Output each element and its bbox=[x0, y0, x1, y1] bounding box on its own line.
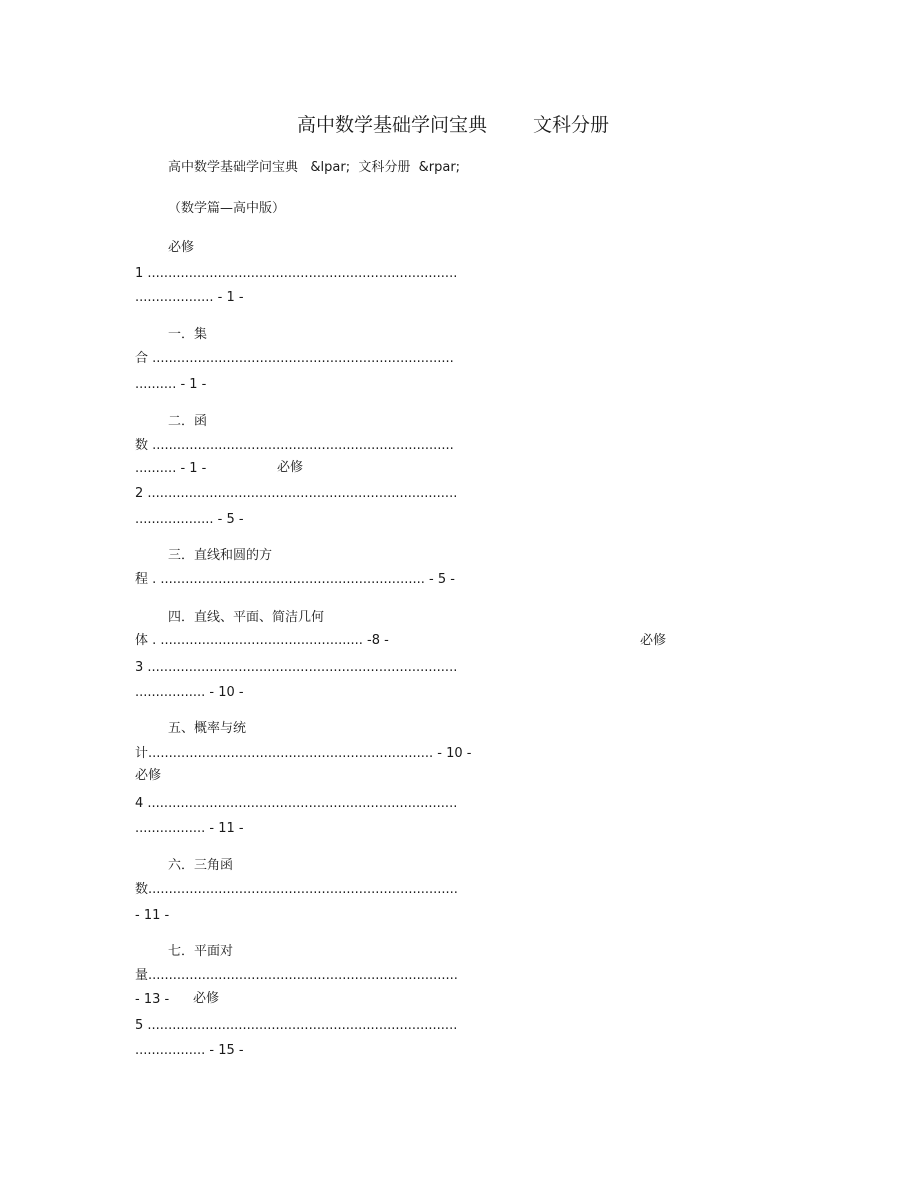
toc-entry-line: 1 ........................................................................... bbox=[135, 266, 458, 281]
toc-page-ref: ................. - 10 - bbox=[135, 685, 244, 700]
toc-section-heading: 二．函 bbox=[168, 414, 208, 429]
document-title-suffix: 文科分册 bbox=[533, 114, 610, 136]
toc-entry-line: 计..................................................................... - 10 - bbox=[135, 746, 472, 761]
document-subtitle: 高中数学基础学问宝典 &lpar; 文科分册 &rpar; bbox=[168, 160, 461, 175]
toc-entry-line: 量........................................................................... bbox=[135, 968, 458, 983]
toc-volume-heading: 必修 bbox=[193, 991, 220, 1006]
toc-entry-line: 数........................................................................... bbox=[135, 882, 458, 897]
toc-entry-line: 数 ......................................................................... bbox=[135, 438, 454, 453]
toc-entry-line: 2 ........................................................................... bbox=[135, 486, 458, 501]
toc-volume-heading: 必修 bbox=[168, 240, 195, 255]
toc-page-ref: .......... - 1 - bbox=[135, 377, 207, 392]
toc-page-ref: ................. - 11 - bbox=[135, 821, 244, 836]
toc-section-heading: 五、概率与统 bbox=[168, 721, 247, 736]
toc-entry-line: 程 . ................................................................ - 5 - bbox=[135, 572, 455, 587]
toc-page-ref: .......... - 1 - bbox=[135, 461, 207, 476]
toc-entry-line: 体 . ................................................. -8 - bbox=[135, 633, 389, 648]
toc-section-heading: 三．直线和圆的方 bbox=[168, 548, 273, 563]
toc-section-heading: 一．集 bbox=[168, 327, 208, 342]
toc-entry-line: 5 ........................................................................... bbox=[135, 1018, 458, 1033]
toc-volume-heading: 必修 bbox=[277, 460, 304, 475]
toc-entry-line: 4 ........................................................................... bbox=[135, 796, 458, 811]
document-note: （数学篇—高中版） bbox=[168, 201, 286, 216]
document-title: 高中数学基础学问宝典 bbox=[297, 114, 488, 136]
toc-volume-heading: 必修 bbox=[135, 768, 162, 783]
toc-page-ref: ................... - 1 - bbox=[135, 290, 244, 305]
toc-entry-line: 3 ........................................................................... bbox=[135, 660, 458, 675]
toc-page-ref: - 13 - bbox=[135, 992, 170, 1007]
toc-volume-heading: 必修 bbox=[640, 633, 667, 648]
toc-page-ref: ................. - 15 - bbox=[135, 1043, 244, 1058]
toc-page-ref: - 11 - bbox=[135, 908, 170, 923]
toc-section-heading: 七．平面对 bbox=[168, 944, 234, 959]
toc-entry-line: 合 ......................................................................... bbox=[135, 351, 454, 366]
toc-page-ref: ................... - 5 - bbox=[135, 512, 244, 527]
toc-section-heading: 四．直线、平面、简洁几何 bbox=[168, 610, 325, 625]
toc-section-heading: 六．三角函 bbox=[168, 858, 234, 873]
